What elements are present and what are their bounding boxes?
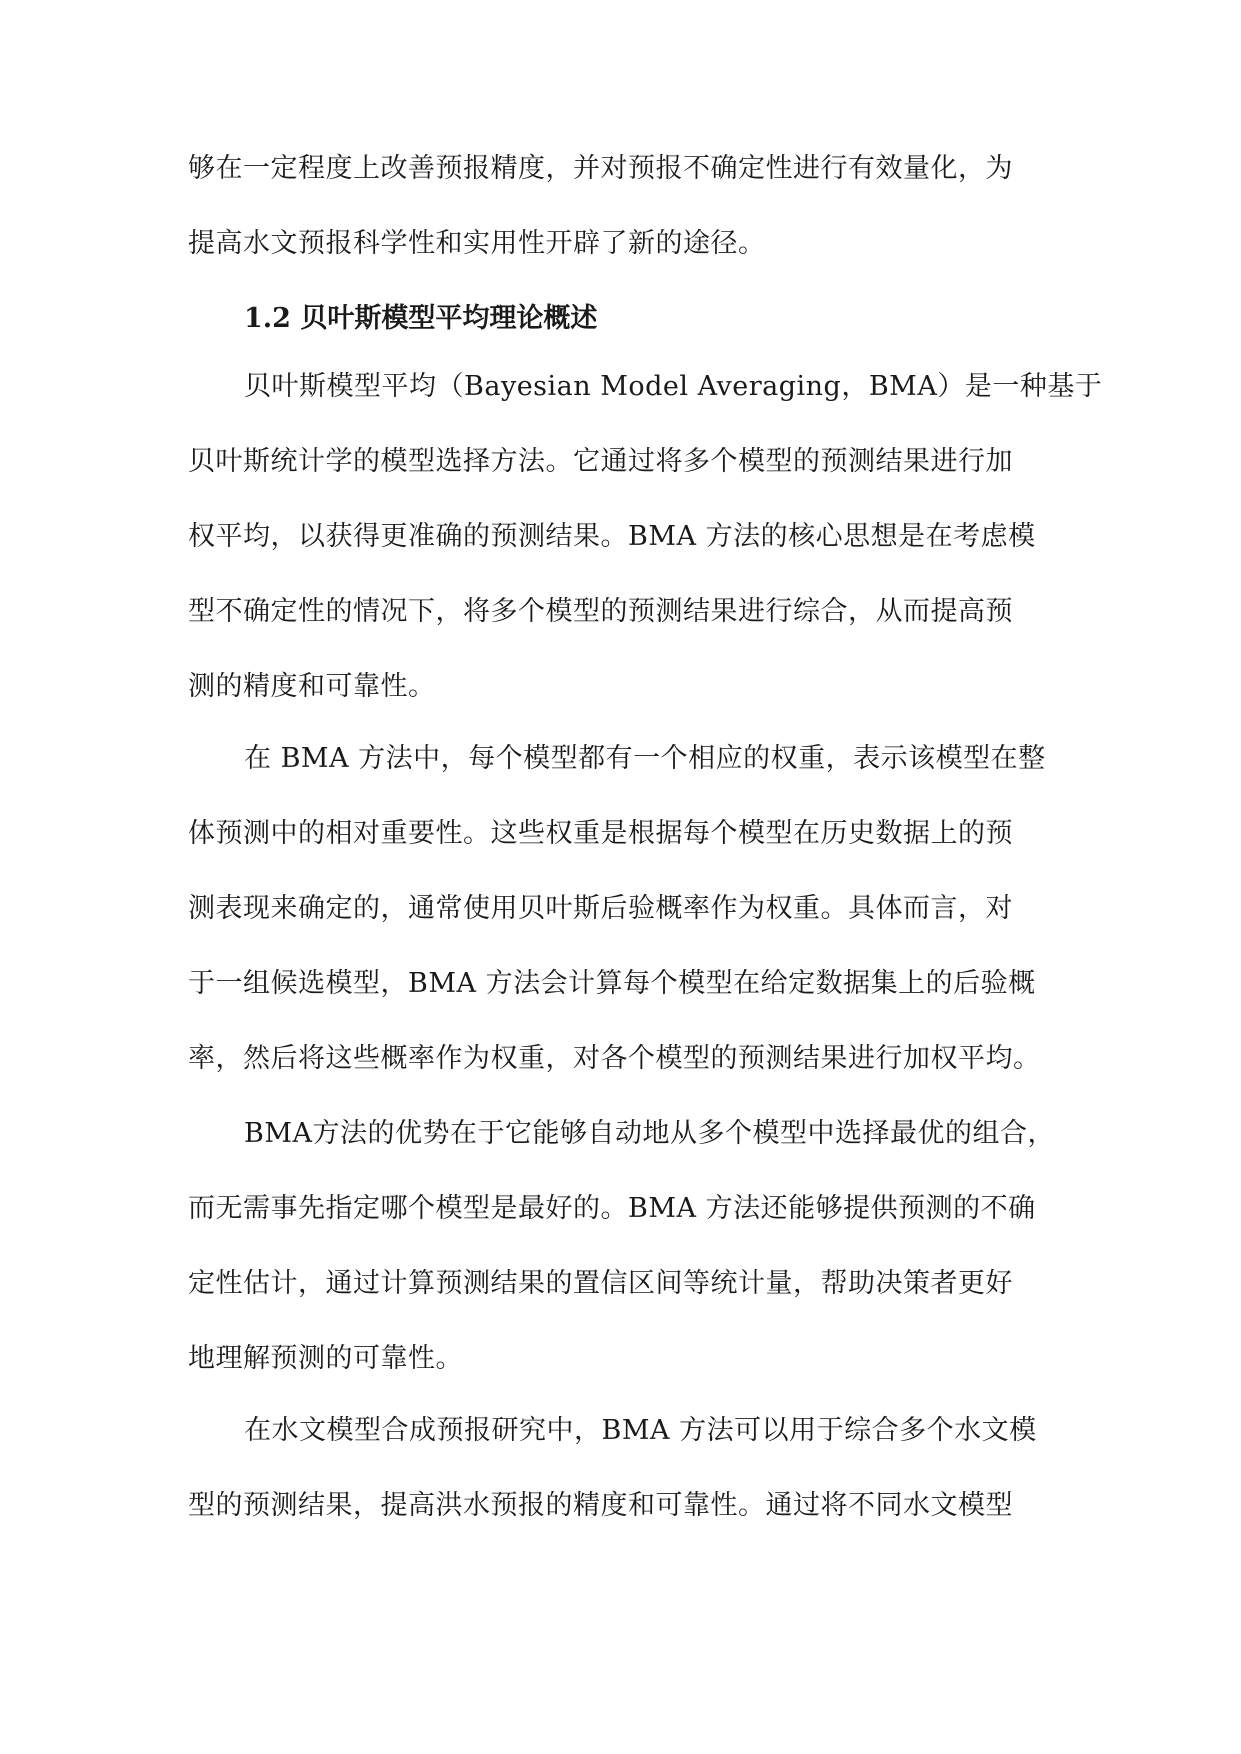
paragraph-bma-hydrology [188,1412,1037,1525]
text-line: BMA方法的优势在于它能够自动地从多个模型中选择最优的组合， [244,1118,1055,1149]
text-line: 而无需事先指定哪个模型是最好的。BMA 方法还能够提供预测的不确 [188,1193,1036,1224]
text-line: 测的精度和可靠性。 [188,671,436,702]
text-line: 贝叶斯模型平均（Bayesian Model Averaging，BMA）是一种基于 [244,371,1103,402]
paragraph-bma-advantages [188,1115,1055,1378]
text-line: 地理解预测的可靠性。 [188,1343,463,1374]
text-line: 体预测中的相对重要性。这些权重是根据每个模型在历史数据上的预 [188,818,1013,849]
text-line: 够在一定程度上改善预报精度，并对预报不确定性进行有效量化，为 [188,153,1013,184]
section-heading: 1.2 贝叶斯模型平均理论概述 [244,303,598,334]
text-line: 于一组候选模型，BMA 方法会计算每个模型在给定数据集上的后验概 [188,968,1036,999]
text-line: 贝叶斯统计学的模型选择方法。它通过将多个模型的预测结果进行加 [188,446,1013,477]
text-line: 提高水文预报科学性和实用性开辟了新的途径。 [188,228,766,259]
text-line: 型的预测结果，提高洪水预报的精度和可靠性。通过将不同水文模型 [188,1490,1013,1521]
text-line: 率，然后将这些概率作为权重，对各个模型的预测结果进行加权平均。 [188,1043,1041,1074]
text-line: 型不确定性的情况下，将多个模型的预测结果进行综合，从而提高预 [188,596,1013,627]
paragraph-bma-intro [188,368,1102,706]
text-line: 定性估计，通过计算预测结果的置信区间等统计量，帮助决策者更好 [188,1268,1013,1299]
text-line: 权平均，以获得更准确的预测结果。BMA 方法的核心思想是在考虑模 [188,521,1036,552]
paragraph-continuation [188,150,1013,263]
paragraph-bma-weights [188,740,1046,1078]
text-line: 测表现来确定的，通常使用贝叶斯后验概率作为权重。具体而言，对 [188,893,1013,924]
text-line: 在 BMA 方法中，每个模型都有一个相应的权重，表示该模型在整 [244,743,1046,774]
text-line: 在水文模型合成预报研究中，BMA 方法可以用于综合多个水文模 [244,1415,1037,1446]
